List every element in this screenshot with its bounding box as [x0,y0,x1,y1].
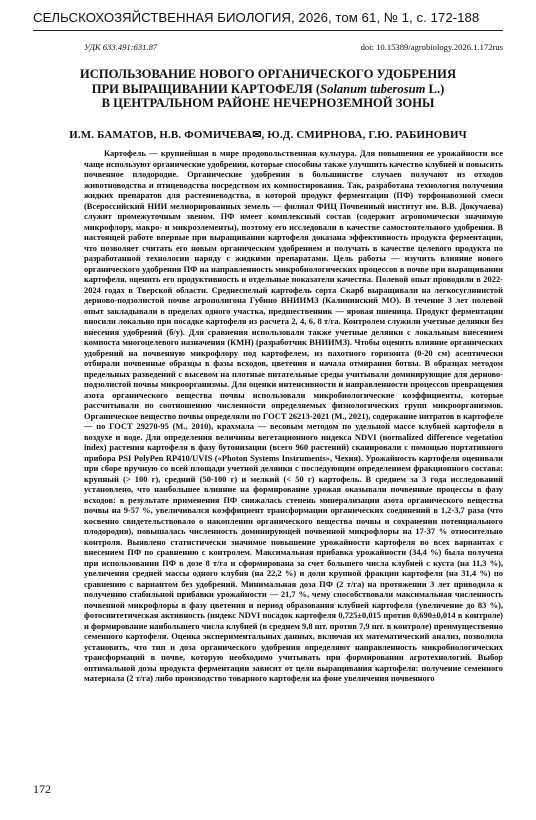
abstract [84,148,503,684]
running-head: СЕЛЬСКОХОЗЯЙСТВЕННАЯ БИОЛОГИЯ, 2026, том 61, № 1, с. 172-188 [33,10,480,25]
title-line-1: ИСПОЛЬЗОВАНИЕ НОВОГО ОРГАНИЧЕСКОГО УДОБРЕНИЯ [79,67,457,81]
header-divider [33,30,503,31]
article-title [33,67,503,111]
title-line-2-suffix: L.) [425,81,445,96]
title-line-2-prefix: ПРИ ВЫРАЩИВАНИИ КАРТОФЕЛЯ ( [91,81,321,96]
title-line-2 [33,82,503,97]
title-line-3: В ЦЕНТРАЛЬНОМ РАЙОНЕ НЕЧЕРНОЗЕМНОЙ ЗОНЫ [101,96,435,111]
udk-code: УДК 633.491:631.87 [84,42,158,52]
authors-list: И.М. БАМАТОВ, Н.В. ФОМИЧЕВА✉, Ю.Д. СМИРНОВА, Г.Ю. РАБИНОВИЧ [69,129,467,141]
page-number: 172 [33,782,51,796]
title-latin-name: Solanum tuberosum [320,81,426,96]
doi-link[interactable]: doi: 10.15389/agrobiology.2026.1.172rus [360,42,503,52]
abstract-text: Картофель — крупнейшая в мире продовольственная культура. Для повышения ее урожайности все чаще используют органические удобрения, которые способны также улучшить качество клубней и повысить почвенное плодородие. Органические удобрения в большинстве случаев получают из отходов животноводства и птицеводства посредством их компостирования. Так, разработана технология получения жидких препаратов для растениеводства, в которой продукт ферментации (ПФ) торфонавозной смеси (Всероссийский НИИ мелиорированных земель — филиал ФИЦ Почвенный институт им. В.В. Докучаева) служит промежуточным звеном. ПФ имеет комплексный состав (содержит агрономически значимую микрофлору, макро- и микроэлементы), поэтому его исследовали в качестве самостоятельного удобрения. В настоящей работе впервые при выращивании картофеля доказана эффективность продукта ферментации, что позволяет считать его новым органическим удобрением и получать в качестве целевого продукта по разработанной технологии наряду с жидкими препаратами. Цель работы — изучить влияние нового органического удобрения ПФ на направленность микробиологических процессов в почве при выращивании картофеля, оценить его продуктивность и отдельные показатели качества. Полевой опыт проводили в 2022-2024 годах в Тверской области. Среднеспелый картофель сорта Скарб выращивали на легкосуглинистой дерново-подзолистой почве агрополигона Губино ВНИИМЗ (Калининский МО). В течение 3 лет полевой опыт закладывали в пределах одного участка, предшественник — яровая пшеница. Продукт ферментации вносили локально при посадке картофеля из расчета 2, 4, 6, 8 т/га. Контролем служили учетные делянки без внесения удобрений (б/у). Для сравнения использовали также учетные делянки с локальным внесением компоста многоцелевого назначения (КМН) (разработчик ВНИИМЗ). Чтобы оценить влияние органических удобрений на почвенную микрофлору под картофелем, из пахотного горизонта (0-20 см) асептически отбирали почвенные образцы в фазы всходов, цветения и начала отмирания ботвы. В образцах методом предельных разведений с высевом на плотные питательные среды учитывали доминирующие для дерново-подзолистой почвы микроорганизмы. Для оценки интенсивности и направленности процессов превращения азота органического вещества почвы использовали микробиологические коэффициенты, которые рассчитывали по соотношению численности определяемых физиологических групп микроорганизмов. Органическое вещество почвы определяли по ГОСТ 26213-2021 (М., 2021), содержание нитратов в картофеле — по ГОСТ 29270-95 (М., 2010), крахмала — весовым методом по удельной массе клубней картофеля в воздухе и воде. Для определения величины вегетационного индекса NDVI (normalized difference vegetation index) растения картофеля в фазу бутонизации (всего 960 растений) сканировали с помощью портативного прибора PSI PolyPen RP410/UVIS («Photon Systems Instruments», Чехия). Урожайность картофеля оценивали при сборе вручную со всей площади учетной делянки с последующим определением фракционного состава: крупный (> 100 г), средний (50-100 г) и мелкий (< 50 г) картофель. В среднем за 3 года исследований установлено, что наибольшее влияние на формирование урожая оказывали почвенные процессы в фазу всходов: в результате применения ПФ снижалась степень минерализации азота органического вещества почвы на 9-57 %, увеличивался коэффициент трансформации органических соединений в 1,2-3,7 раза (что косвенно свидетельствовало о накоплении органического вещества почвы и сохранении потенциального плодородия), повышалась численность доминирующей почвенной микрофлоры на 17-37 % относительно контроля. Выявлено статистически значимое повышение урожайности картофеля во всех вариантах с внесением ПФ по сравнению с контролем. Максимальная прибавка урожайности (34,4 %) была получена при использовании ПФ в дозе 8 т/га и сформирована за счет большего числа клубней с куста (на 11,3 %), увеличения средней массы одного клубня (на 22,2 %) и доли крупной фракции картофеля (на 31,4 %) по сравнению с вариантом без удобрений. Минимальная доза ПФ (2 т/га) на протяжении 3 лет приводила к получению стабильной прибавки урожайности — 21,7 %, чему способствовали максимальная численность почвенной микрофлоры в фазу цветения и период образования клубней картофеля (увеличение до 83 %), фотосинтетическая активность (индекс NDVI посадок картофеля 0,725±0,015 против 0,690±0,014 в контроле) и формирование наибольшего числа клубней (в среднем 9,8 шт. против 7,9 шт. в контроле) преимущественно семенного картофеля. Оценка экспериментальных данных, включая их математический анализ, позволила установить, что тип и доза органического удобрения определяют направленность микробиологических трансформаций в почве, которую необходимо учитывать при формировании агротехнологий. Выбор оптимальной дозы продукта ферментации зависит от цели выращивания картофеля: получение семенного материала (2 т/га) либо производство товарного картофеля на фоне увеличения почвенного [84,148,503,683]
